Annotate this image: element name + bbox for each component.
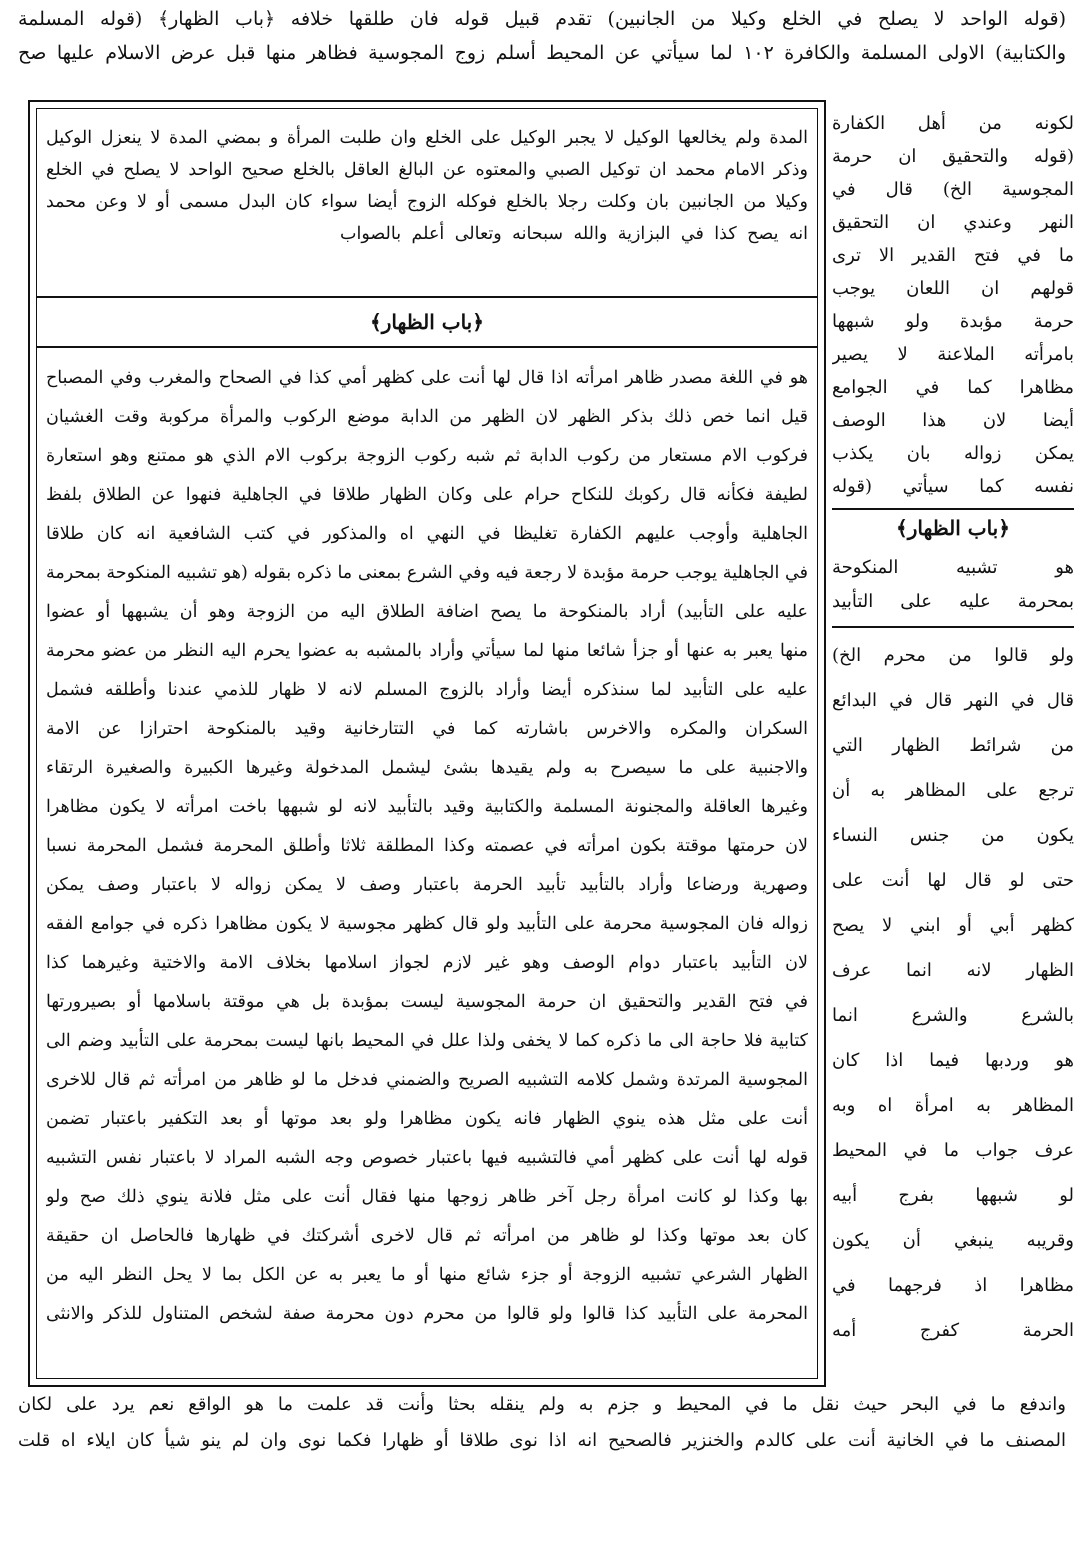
section-title: ﴿باب الظهار﴾ [370,310,484,334]
text-line: هو في اللغة مصدر ظاهر امرأته اذا قال لها أنت على كظهر أمي كذا في الصحاح والمغرب وفي المصباح [46,368,808,388]
text-line: وذكر الامام محمد ان توكيل الصبي والمعتوه عن البالغ العاقل بالخلع صحيح الواحد لا يصلح في الخلع [46,160,808,180]
margin-line: المجوسية الخ) قال في [832,179,1074,200]
text-line: منها يعبر به عنها أو جزأ شائعا منها لما سيأتي وأراد بالمشبه به عضوا يحرم اليه النظر من عضو محرمة [46,641,808,661]
text-line: المحرمة على التأبيد كذا قالوا ولو قالوا من محرم دون محرمة صفة لشخص المتناول للذكر والانثى [46,1304,808,1324]
section-divider [36,296,818,298]
margin-line: ما في فتح القدير الا ترى [832,245,1074,266]
text-line: بها وكذا لو كانت امرأة رجل آخر ظاهر زوجها منها فقال أنت على مثل فلانة ينوي ذلك صح ولو [46,1187,808,1207]
margin-divider [832,626,1074,628]
margin-line: عرف جواب ما في المحيط [832,1140,1074,1161]
margin-line: بامرأته الملاعنة لا يصير [832,344,1074,365]
text-line: الظهار الشرعي تشبيه الزوجة أو جزء شائع منها أو ما يعبر به عن الكل بما لا يحل النظر اليه من [46,1265,808,1285]
margin-line: مظاهرا كما في الجوامع [832,377,1074,398]
header-line: والكتابية) الاولى المسلمة والكافرة ١٠٢ لما سيأتي عن المحيط أسلم زوج المجوسية فظاهر منها قبل عرض الاسلام عليها صح [18,42,1066,64]
margin-divider [832,508,1074,510]
margin-line: وقريبه ينبغي أن يكون [832,1230,1074,1251]
text-line: في الجاهلية يوجب حرمة مؤبدة لا رجعة فيه وفي الشرع بمعنى ما ذكره بقوله (هو تشبيه المنكوحة بمحرمة [46,563,808,583]
margin-line: قولهم ان اللعان يوجب [832,278,1074,299]
margin-line: كظهر أبي أو ابني لا يصح [832,915,1074,936]
text-line: السكران والمكره والاخرس باشارته كما في التتارخانية وقيد بالمنكوحة احترازا عن الامة [46,719,808,739]
margin-line: المظاهر به امرأة اه وبه [832,1095,1074,1116]
margin-line: الحرمة كفرج أمه [832,1320,1074,1341]
text-line: المدة ولم يخالعها الوكيل لا يجبر الوكيل على الخلع وان طلبت المرأة و بمضي المدة لا ينعزل الوكيل [46,128,808,148]
footer-line: واندفع ما في البحر حيث نقل ما في المحيط و جزم به ولم ينقله بحثا وأنت قد علمت ما هو الواقع نعم يرد على لكان [18,1394,1066,1415]
text-line: لطيفة فكأنه قال ركوبك للنكاح حرام على وكان الظهار طلاقا في الجاهلية فنهوا عن الطلاق بلفظ [46,485,808,505]
margin-line: يمكن زواله بان يكذب [832,443,1074,464]
text-line: فركوب الام مستعار من ركوب الدابة ثم شبه ركوب الزوجة بركوب الام الذي هو ممتنع وهو استعارة [46,446,808,466]
margin-line: يكون من جنس النساء [832,825,1074,846]
text-line: في فتح القدير والتحقيق ان حرمة المجوسية ليست بمؤبدة بل هي موقتة باسلامها أو بصيرورتها [46,992,808,1012]
margin-line: بمحرمة عليه على التأبيد [832,591,1074,612]
text-line: أنت على مثل هذه ينوي الظهار فانه يكون مظاهرا ولو بعد موتها أو بعد التكفير باعتبار تضمن [46,1109,808,1129]
text-line: كتابية فلا حاجة الى ما ذكره كما لا يخفى ولذا علل في المحيط بانها ليست بمحرمة على التأبيد وضم الى [46,1031,808,1051]
margin-line: الظهار لانه انما عرف [832,960,1074,981]
margin-line: النهر وعندي ان التحقيق [832,212,1074,233]
text-line: انه يصح كذا في البزازية والله سبحانه وتعالى أعلم بالصواب [340,224,808,244]
text-line: الجاهلية وأوجب عليهم الكفارة تغليظا في النهي اه والمذكور في كتب الشافعية انه كان طلاقا [46,524,808,544]
margin-line: أيضا لان هذا الوصف [832,410,1074,431]
margin-line: ولو قالوا من محرم الخ) [832,645,1074,666]
text-line: والاجنبية على ما سيصرح به ولم يقيدها بشئ ليشمل المدخولة وغيرها الكبيرة والصغيرة الرتقاء [46,758,808,778]
text-line: وغيرها العاقلة والمجنونة المسلمة والكتابية وقيد بالتأبيد لانه لو شبهها باخت امرأته لا يكون مظاهرا [46,797,808,817]
text-line: وكيلا من الجانبين بان وكلت رجلا بالخلع فوكله الزوج أيضا سواء كان البدل مسمى أو لا وعن محمد [46,192,808,212]
margin-line: ترجع على المظاهر به أن [832,780,1074,801]
text-line: لان حرمتها موقتة بكون امرأته في عصمته وكذا المطلقة ثلاثا وأطلق المحرمة فشمل المحرمة نسبا [46,836,808,856]
text-line: قوله لها أنت على كظهر أمي فالتشبيه فيها باعتبار خصوص وجه الشبه المراد لا باعتبار نفس التشبيه [46,1148,808,1168]
text-line: وصهرية ورضاعا وأراد بالتأبيد تأبيد الحرمة باعتبار وصف لا يمكن زواله لا باعتبار وصف يمكن [46,875,808,895]
margin-line: مظاهرا اذ فرجهما في [832,1275,1074,1296]
footer-line: المصنف ما في الخانية أنت على كالدم والخنزير فالصحيح انه اذا نوى طلاقا أو ظهارا فكما نوى وان لم ينو شيأ كان ايلاء اه قلت [18,1430,1066,1451]
text-line: قيل انما خص ذلك بذكر الظهر لان الظهر من الدابة موضع الركوب والمرأة مركوبة وقت الغشيان [46,407,808,427]
page-footer [0,1388,1083,1468]
margin-section-title: ﴿باب الظهار﴾ [896,516,1010,540]
header-line: (قوله الواحد لا يصلح في الخلع وكيلا من الجانبين) تقدم قبيل قوله فان طلقها خلافه ﴿باب الظهار﴾ (قوله المسلمة [18,8,1066,30]
margin-line: نفسه كما سيأتي (قوله [832,476,1074,497]
page-header [0,0,1083,100]
margin-line: بالشرع والشرع انما [832,1005,1074,1026]
margin-line: من شرائط الظهار التي [832,735,1074,756]
margin-line: لكونه من أهل الكفارة [832,113,1074,134]
margin-commentary [832,100,1074,1387]
text-line: لان التأبيد باعتبار دوام الوصف وهو غير لازم لجواز اسلامها بخلاف الامة والاختية وغيرهما كذا [46,953,808,973]
margin-line: هو تشبيه المنكوحة [832,557,1074,578]
margin-line: (قوله والتحقيق ان حرمة [832,146,1074,167]
margin-line: هو وردبها فيما اذا كان [832,1050,1074,1071]
text-line: المجوسية المرتدة وشمل كلامه التشبيه الصريح والضمني فدخل ما لو ظاهر من امرأته ثم قال للاخرى [46,1070,808,1090]
margin-line: قال في النهر قال في البدائع [832,690,1074,711]
section-divider [36,346,818,348]
margin-line: حتى لو قال لها أنت على [832,870,1074,891]
text-line: كان بعد موتها وكذا لو ظاهر من امرأته ثم قال لاخرى أشركتك في ظهارها فالحاصل ان حقيقة [46,1226,808,1246]
text-line: عليه على التأبيد) أراد بالمنكوحة ما يصح اضافة الطلاق اليه من الزوجة وهو أن يشبهها أو عضوا [46,602,808,622]
text-line: عليه على التأبيد لما سنذكره أيضا وأراد بالزوج المسلم لانه لا ظهار للذمي عندنا وأطلقه فشمل [46,680,808,700]
margin-line: حرمة مؤبدة ولو شبهها [832,311,1074,332]
main-text-box [28,100,826,1387]
margin-line: لو شبهها بفرج أبيه [832,1185,1074,1206]
text-line: زواله فان المجوسية محرمة على التأبيد ولو قال كظهر مجوسية لا يكون مظاهرا ذكره في جوامع الفقه [46,914,808,934]
